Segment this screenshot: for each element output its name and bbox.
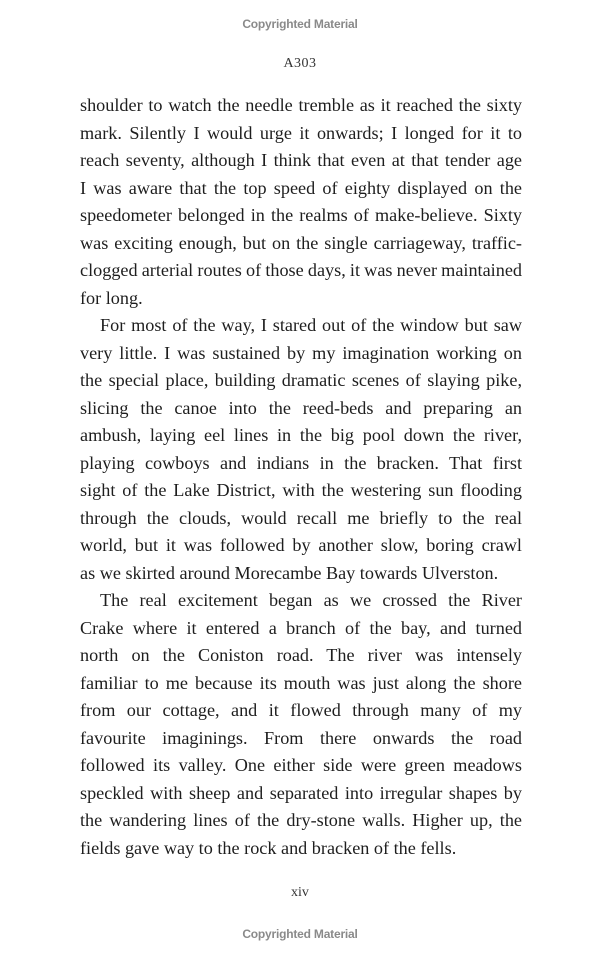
text-line: mark. Silently I would urge it onwards; I longed for it to: [80, 122, 522, 143]
text-line: followed its valley. One either side were green meadows: [80, 755, 522, 775]
text-line: through the clouds, would recall me briefly to the real: [80, 507, 522, 528]
text-line: shoulder to watch the needle tremble as it reached the sixty: [80, 95, 522, 115]
text-line: very little. I was sustained by my imagination working on: [80, 342, 522, 363]
text-line: as we skirted around Morecambe Bay towards Ulverston.: [80, 562, 499, 583]
text-line: speckled with sheep and separated into irregular shapes by: [80, 782, 522, 803]
text-line: For most of the way, I stared out of the window but saw: [100, 315, 522, 335]
text-line: sight of the Lake District, with the westering sun flooding: [80, 480, 522, 500]
text-line: for long.: [80, 287, 143, 308]
text-line: familiar to me because its mouth was just along the shore: [80, 672, 522, 693]
text-line: speedometer belonged in the realms of make-believe. Sixty: [80, 205, 522, 225]
text-line: world, but it was followed by another slow, boring crawl: [80, 535, 522, 555]
text-line: the wandering lines of the dry-stone walls. Higher up, the: [80, 810, 522, 830]
text-line: reach seventy, although I think that even at that tender age: [80, 150, 522, 170]
copyright-watermark-bottom: Copyrighted Material: [242, 927, 358, 941]
text-line: playing cowboys and indians in the bracken. That first: [80, 452, 522, 473]
text-line: from our cottage, and it flowed through many of my: [80, 700, 522, 720]
text-line: ambush, laying eel lines in the big pool down the river,: [80, 425, 522, 445]
running-head: A303: [283, 56, 317, 71]
text-line: the special place, building dramatic scenes of slaying pike,: [80, 370, 522, 390]
text-line: clogged arterial routes of those days, it was never maintained: [80, 260, 522, 280]
text-line: favourite imaginings. From there onwards the road: [80, 727, 522, 748]
text-line: was exciting enough, but on the single carriageway, traffic-: [80, 232, 522, 253]
text-line: The real excitement began as we crossed the River: [100, 590, 522, 610]
paragraph: [80, 312, 522, 587]
body-text: [80, 92, 522, 862]
paragraph: [80, 587, 522, 862]
copyright-watermark-top: Copyrighted Material: [242, 17, 358, 31]
page-number: xiv: [291, 885, 309, 900]
text-line: fields gave way to the rock and bracken of the fells.: [80, 837, 457, 858]
paragraph: [80, 92, 522, 312]
text-line: Crake where it entered a branch of the bay, and turned: [80, 617, 522, 638]
text-line: north on the Coniston road. The river was intensely: [80, 645, 522, 665]
text-line: slicing the canoe into the reed-beds and preparing an: [80, 397, 522, 418]
text-line: I was aware that the top speed of eighty displayed on the: [80, 177, 522, 198]
